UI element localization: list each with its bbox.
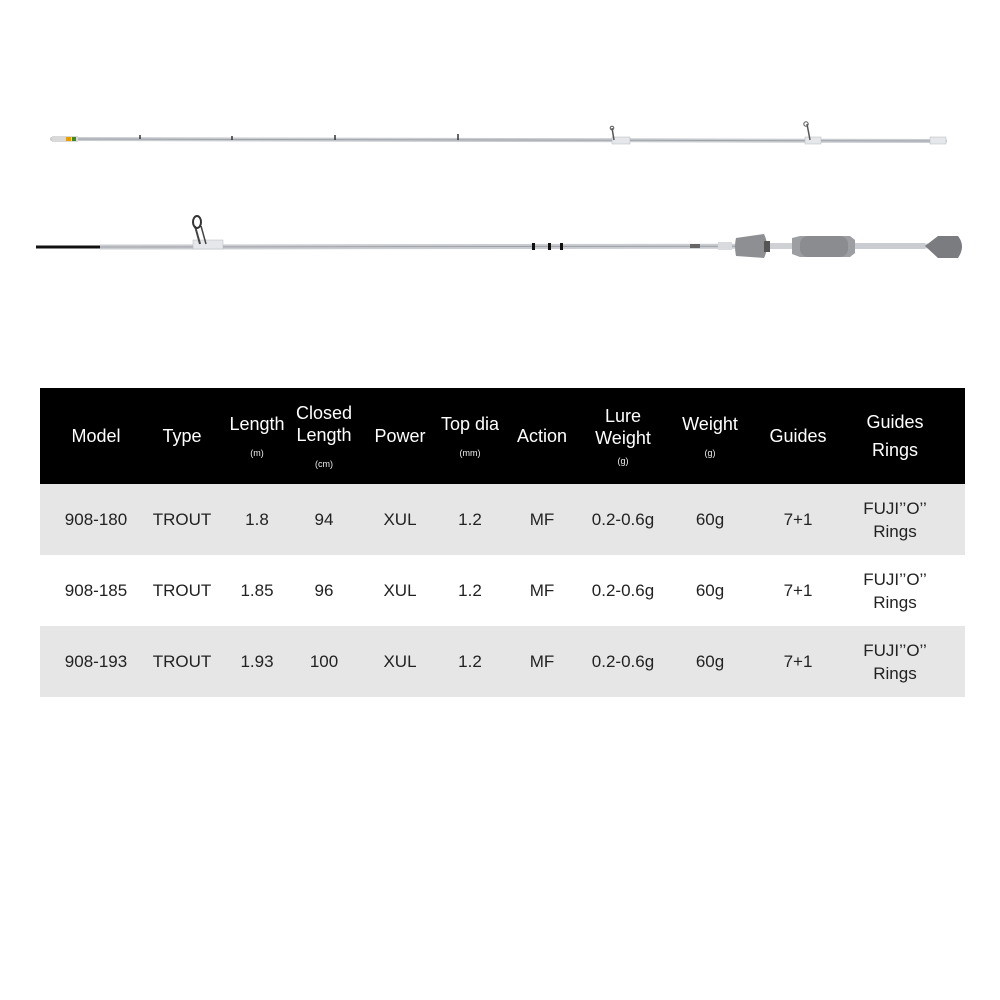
header-type: Type — [162, 426, 202, 446]
cell-lure-weight: 0.2-0.6g — [591, 510, 655, 529]
cell-guides-rings: FUJI’’O’’ Rings — [863, 569, 927, 612]
cell-length: 1.85 — [240, 581, 274, 600]
cell-action: MF — [529, 510, 555, 529]
header-guides: Guides — [769, 426, 827, 446]
cell-weight: 60g — [695, 652, 725, 671]
header-guides-rings: Guides Rings — [866, 412, 924, 460]
rod-illustration — [0, 0, 1000, 330]
cell-closed-length: 100 — [309, 652, 339, 671]
cell-top-dia: 1.2 — [458, 581, 482, 600]
cell-model: 908-193 — [64, 652, 128, 671]
header-lure-weight-unit: (g) — [617, 456, 629, 466]
header-top-dia-unit: (mm) — [459, 448, 481, 458]
cell-weight: 60g — [695, 510, 725, 529]
cell-top-dia: 1.2 — [458, 652, 482, 671]
table-row — [40, 555, 965, 626]
cell-model: 908-185 — [64, 581, 128, 600]
header-length-unit: (m) — [250, 448, 264, 458]
cell-closed-length: 96 — [314, 581, 334, 600]
cell-lure-weight: 0.2-0.6g — [591, 652, 655, 671]
cell-type: TROUT — [152, 581, 212, 600]
rod-butt-section-icon — [36, 216, 962, 258]
header-weight-unit: (g) — [704, 448, 716, 458]
cell-power: XUL — [383, 510, 417, 529]
header-closed-length-unit: (cm) — [315, 459, 333, 469]
table-header — [40, 388, 965, 484]
table-row — [40, 626, 965, 697]
cell-guides-rings: FUJI’’O’’ Rings — [863, 640, 927, 683]
header-weight: Weight (g) — [682, 414, 738, 458]
cell-type: TROUT — [152, 652, 212, 671]
cell-guides: 7+1 — [783, 581, 813, 600]
header-action: Action — [516, 426, 568, 446]
cell-guides: 7+1 — [783, 652, 813, 671]
header-model: Model — [71, 426, 121, 446]
cell-guides-rings: FUJI’’O’’ Rings — [863, 498, 927, 541]
header-closed-length: Closed Length (cm) — [295, 403, 353, 469]
cell-length: 1.93 — [240, 652, 274, 671]
cell-power: XUL — [383, 652, 417, 671]
table-row — [40, 484, 965, 555]
header-length: Length (m) — [229, 414, 285, 458]
header-power: Power — [374, 426, 426, 446]
header-top-dia: Top dia (mm) — [440, 414, 500, 458]
cell-action: MF — [529, 652, 555, 671]
cell-guides: 7+1 — [783, 510, 813, 529]
cell-weight: 60g — [695, 581, 725, 600]
header-lure-weight: Lure Weight (g) — [595, 406, 651, 466]
cell-type: TROUT — [152, 510, 212, 529]
cell-closed-length: 94 — [314, 510, 334, 529]
cell-lure-weight: 0.2-0.6g — [591, 581, 655, 600]
cell-length: 1.8 — [245, 510, 269, 529]
cell-top-dia: 1.2 — [458, 510, 482, 529]
spec-table — [40, 388, 965, 697]
rod-tip-section-icon — [52, 122, 946, 144]
cell-action: MF — [529, 581, 555, 600]
cell-power: XUL — [383, 581, 417, 600]
cell-model: 908-180 — [64, 510, 128, 529]
